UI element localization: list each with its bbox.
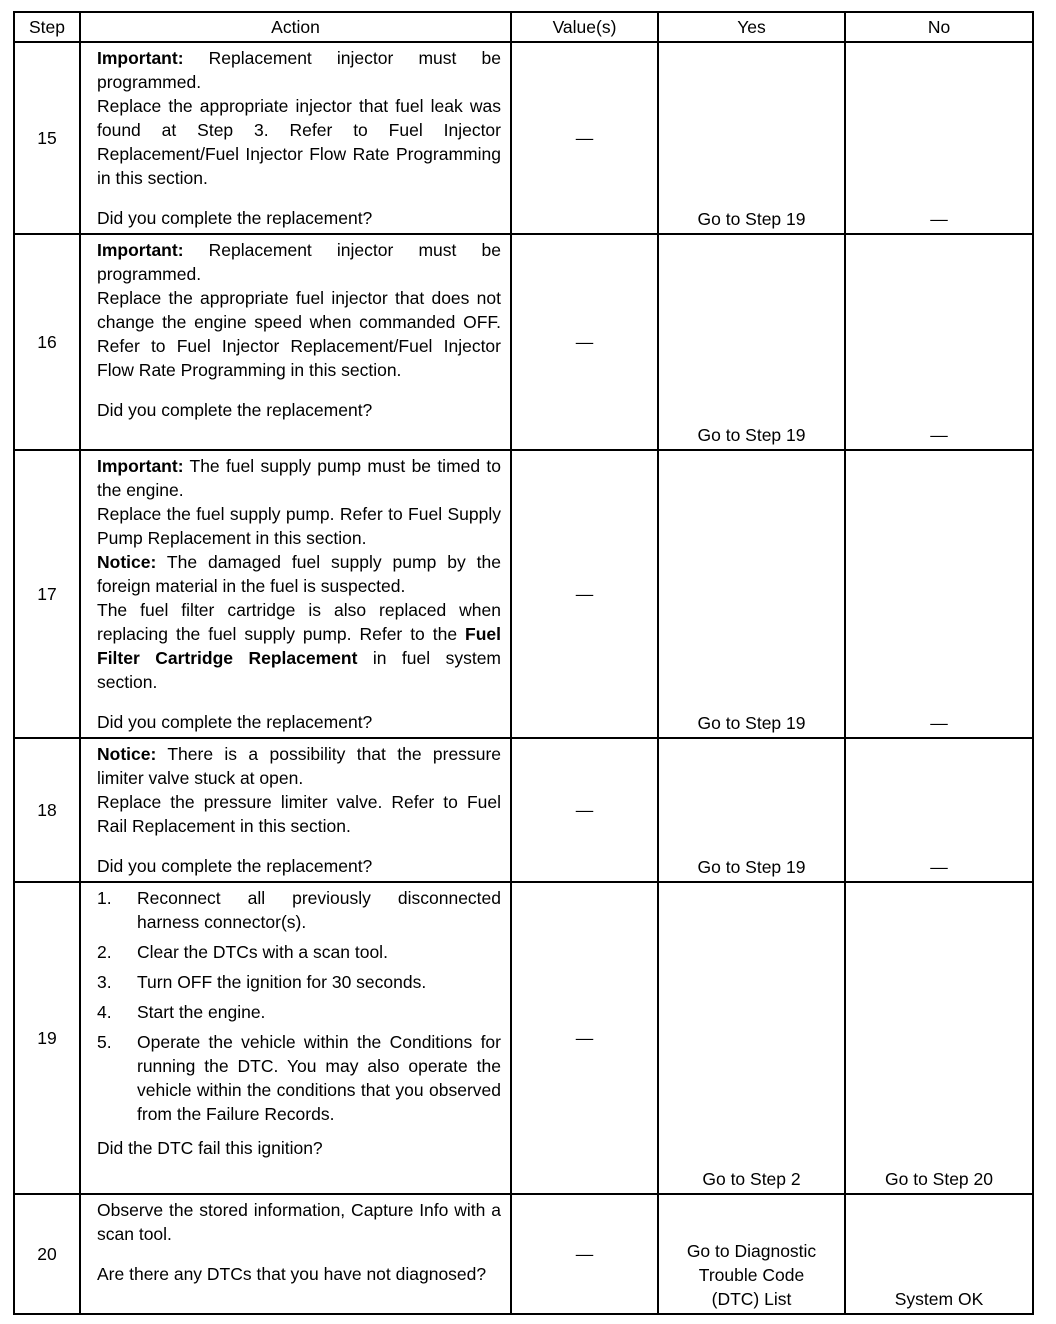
value-cell: — [511, 234, 658, 450]
action-cell [80, 234, 511, 450]
header-step: Step [14, 12, 80, 42]
item-number: 1. [97, 888, 112, 908]
notice-label: Notice: [97, 552, 157, 572]
important-label: Important: [97, 48, 184, 68]
item-number: 5. [97, 1032, 112, 1052]
table-row [14, 738, 1033, 882]
header-yes: Yes [658, 12, 845, 42]
table-row [14, 234, 1033, 450]
list-item [97, 1000, 501, 1024]
step-number: 19 [14, 882, 80, 1194]
action-cell [80, 1194, 511, 1314]
step-number: 17 [14, 450, 80, 738]
header-values: Value(s) [511, 12, 658, 42]
important-text: Replacement injector must be programmed. [97, 240, 501, 284]
action-body: Replace the fuel supply pump. Refer to Fuel Supply Pump Replacement in this section. [97, 504, 501, 548]
yes-cell: Go to Step 19 [658, 450, 845, 738]
action-cell [80, 450, 511, 738]
table-row [14, 450, 1033, 738]
no-cell: — [845, 42, 1033, 234]
item-text: Clear the DTCs with a scan tool. [137, 942, 388, 962]
item-number: 2. [97, 942, 112, 962]
action-question: Did you complete the replacement? [97, 712, 373, 732]
body2-pre: The fuel filter cartridge is also replaced when replacing the fuel supply pump. Refer to the [97, 600, 501, 644]
action-question: Did you complete the replacement? [97, 856, 373, 876]
yes-cell: Go to Step 19 [658, 42, 845, 234]
notice-text: The damaged fuel supply pump by the foreign material in the fuel is suspected. [97, 552, 501, 596]
item-text: Operate the vehicle within the Conditions for running the DTC. You may also operate the vehicle within the conditions that you observed from the Failure Records. [137, 1032, 501, 1124]
action-cell [80, 882, 511, 1194]
no-cell: — [845, 450, 1033, 738]
step-number: 18 [14, 738, 80, 882]
header-no: No [845, 12, 1033, 42]
important-note [97, 46, 501, 94]
value-cell: — [511, 738, 658, 882]
action-question: Did you complete the replacement? [97, 400, 373, 420]
item-text: Reconnect all previously disconnected harness connector(s). [137, 888, 501, 932]
action-body: Replace the appropriate injector that fuel leak was found at Step 3. Refer to Fuel Injector Replacement/Fuel Injector Flow Rate Programming in this section. [97, 96, 501, 188]
action-question: Did you complete the replacement? [97, 208, 373, 228]
list-item [97, 940, 501, 964]
action-cell [80, 738, 511, 882]
item-number: 4. [97, 1002, 112, 1022]
action-body-2 [97, 598, 501, 694]
value-cell: — [511, 42, 658, 234]
important-label: Important: [97, 456, 184, 476]
item-number: 3. [97, 972, 112, 992]
value-cell: — [511, 450, 658, 738]
list-item [97, 1030, 501, 1126]
notice-note [97, 550, 501, 598]
yes-cell: Go to Step 19 [658, 738, 845, 882]
important-note [97, 454, 501, 502]
value-cell: — [511, 882, 658, 1194]
action-body: Replace the appropriate fuel injector that does not change the engine speed when commanded OFF. Refer to Fuel Injector Replacement/Fuel Injector Flow Rate Programming in this section. [97, 288, 501, 380]
action-question: Are there any DTCs that you have not diagnosed? [97, 1264, 487, 1284]
action-body: Replace the pressure limiter valve. Refer to Fuel Rail Replacement in this section. [97, 792, 501, 836]
step-number: 15 [14, 42, 80, 234]
table-row [14, 1194, 1033, 1314]
important-note [97, 238, 501, 286]
step-number: 20 [14, 1194, 80, 1314]
header-action: Action [80, 12, 511, 42]
important-text: Replacement injector must be programmed. [97, 48, 501, 92]
notice-label: Notice: [97, 744, 157, 764]
value-cell: — [511, 1194, 658, 1314]
no-cell: — [845, 738, 1033, 882]
important-text: The fuel supply pump must be timed to the engine. [97, 456, 501, 500]
no-cell: Go to Step 20 [845, 882, 1033, 1194]
item-text: Turn OFF the ignition for 30 seconds. [137, 972, 427, 992]
important-label: Important: [97, 240, 184, 260]
item-text: Start the engine. [137, 1002, 266, 1022]
yes-cell: Go to Diagnostic Trouble Code (DTC) List [658, 1194, 845, 1314]
action-body: Observe the stored information, Capture Info with a scan tool. [97, 1200, 501, 1244]
action-question: Did the DTC fail this ignition? [97, 1138, 323, 1158]
step-number: 16 [14, 234, 80, 450]
procedure-list [97, 886, 501, 1126]
table-row [14, 882, 1033, 1194]
diagnostic-table [13, 11, 1034, 1315]
table-row [14, 42, 1033, 234]
notice-text: There is a possibility that the pressure limiter valve stuck at open. [97, 744, 502, 788]
list-item [97, 886, 501, 934]
yes-cell: Go to Step 19 [658, 234, 845, 450]
action-cell [80, 42, 511, 234]
no-cell: System OK [845, 1194, 1033, 1314]
notice-note [97, 742, 501, 790]
no-cell: — [845, 234, 1033, 450]
body2-post: in fuel system section. [97, 648, 502, 692]
header-row [14, 12, 1033, 42]
yes-cell: Go to Step 2 [658, 882, 845, 1194]
list-item [97, 970, 501, 994]
body2-bold: Fuel Filter Cartridge Replacement [97, 624, 501, 668]
